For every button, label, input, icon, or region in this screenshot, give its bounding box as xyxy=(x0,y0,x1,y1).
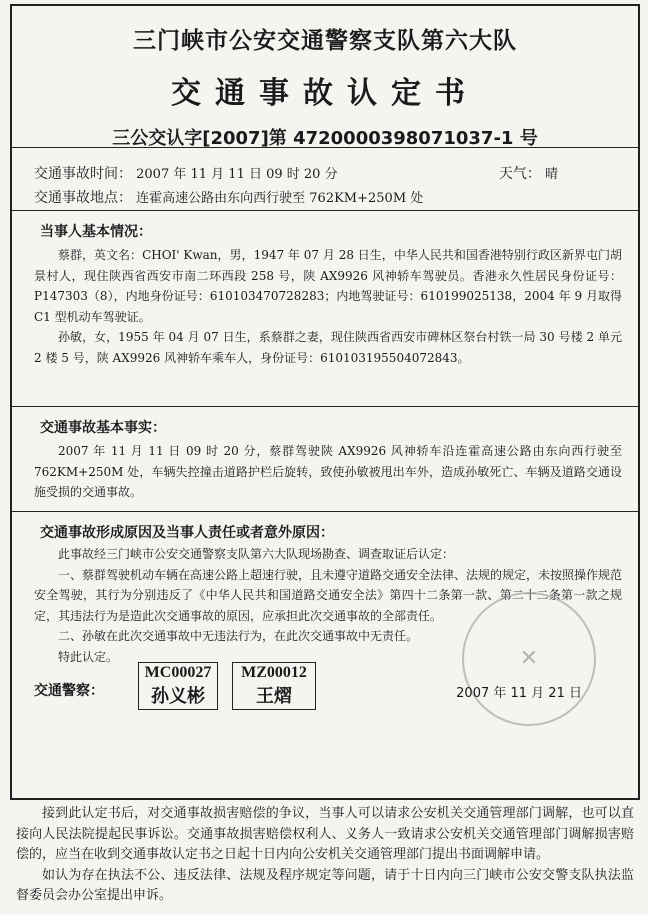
cause-intro: 此事故经三门峡市公安交通警察支队第六大队现场勘查、调查取证后认定： xyxy=(58,547,455,561)
facts-section xyxy=(12,407,638,512)
cause-item-1: 一、蔡群驾驶机动车辆在高速公路上超速行驶，且未遵守道路交通安全法律、法规的规定，未按照操作规范安全驾驶，其行为分别违反了《中华人民共和国道路交通安全法》第四十二条第一款、第二十二条第一款之规定，其违法行为是造此次交通事故的原因，应承担此次交通事故的全部责任。 xyxy=(34,567,623,623)
facts-text xyxy=(12,437,638,503)
document-number: 三公交认字[2007]第 4720000398071037-1 号 xyxy=(112,128,538,149)
weather-label: 天气： xyxy=(498,166,541,182)
police-label: 交通警察： xyxy=(34,683,104,699)
officer-badge-1 xyxy=(138,662,218,710)
officer-1-name: 孙义彬 xyxy=(151,686,205,707)
cause-item-2: 二、孙敏在此次交通事故中无违法行为，在此次交通事故中无责任。 xyxy=(58,629,419,643)
place-value: 连霍高速公路由东向西行驶至 762KM+250M 处 xyxy=(136,191,424,206)
facts-title: 交通事故基本事实： xyxy=(40,420,166,436)
time-label: 交通事故时间： xyxy=(34,166,132,182)
notice-appeal: 如认为存在执法不公、违反法律、法规及程序规定等问题，请于十日内向三门峡市公安交警支队执法监督委员会办公室提出申诉。 xyxy=(16,867,634,903)
weather xyxy=(499,162,558,187)
party-2: 孙敏，女，1955 年 04 月 07 日生，系蔡群之妻，现住陕西省西安市碑林区祭台村铁一局 30 号楼 2 单元 2 楼 5 号，陕 AX9926 风神轿车乘车人，身份证号：610103195504072843。 xyxy=(34,330,622,365)
officer-badge-2 xyxy=(232,662,316,710)
officer-2-code: MZ00012 xyxy=(241,664,307,681)
accident-certificate xyxy=(10,4,640,800)
issue-date: 2007 年 11 月 21 日 xyxy=(456,686,582,701)
cause-title: 交通事故形成原因及当事人责任或者意外原因： xyxy=(40,525,334,541)
weather-value: 晴 xyxy=(544,167,558,182)
notice-mediation: 接到此认定书后，对交通事故损害赔偿的争议，当事人可以请求公安机关交通管理部门调解，也可以直接向人民法院提起民事诉讼。交通事故损害赔偿权利人、义务人一致请求公安机关交通管理部门调解损害赔偿的，应当在收到交通事故认定书之日起十日内向公安机关交通管理部门提出书面调解申请。 xyxy=(16,806,634,862)
time-row xyxy=(34,162,638,186)
cause-closing: 特此认定。 xyxy=(58,649,119,664)
officer-1-code: MC00027 xyxy=(144,664,212,681)
header xyxy=(12,6,638,148)
notice xyxy=(16,804,634,907)
document-title: 交通事故认定书 xyxy=(171,76,479,111)
cause-section xyxy=(12,512,638,712)
issuing-org: 三门峡市公安交通警察支队第六大队 xyxy=(133,28,517,54)
facts-paragraph: 2007 年 11 月 11 日 09 时 20 分，蔡群驾驶陕 AX9926 风神轿车沿连霍高速公路由东向西行驶至 762KM+250M 处，车辆失控撞击道路护栏后旋转，致使孙敏被甩出车外，造成孙敏死亡、车辆及道路交通设施受损的交通事故。 xyxy=(34,444,622,499)
party-1: 蔡群，英文名：CHOI' Kwan，男，1947 年 07 月 28 日生，中华人民共和国香港特别行政区新界屯门胡景村人，现住陕西省西安市南二环西段 258 号，陕 AX9926 风神轿车驾驶员。香港永久性居民身份证号：P147303（8），内地身份证号：610103470728283；内地驾驶证号：610199025138，2004 年 9 月取得 C1 型机动车驾驶证。 xyxy=(34,248,622,324)
officer-2-name: 王熠 xyxy=(256,686,292,707)
accident-info xyxy=(12,148,638,211)
parties-section xyxy=(12,211,638,407)
time-value: 2007 年 11 月 11 日 09 时 20 分 xyxy=(136,167,338,182)
official-seal: ✕ xyxy=(462,592,596,726)
parties-text xyxy=(12,241,638,368)
place-label: 交通事故地点： xyxy=(34,190,132,206)
parties-title: 当事人基本情况： xyxy=(40,224,152,240)
place-row xyxy=(34,186,638,210)
